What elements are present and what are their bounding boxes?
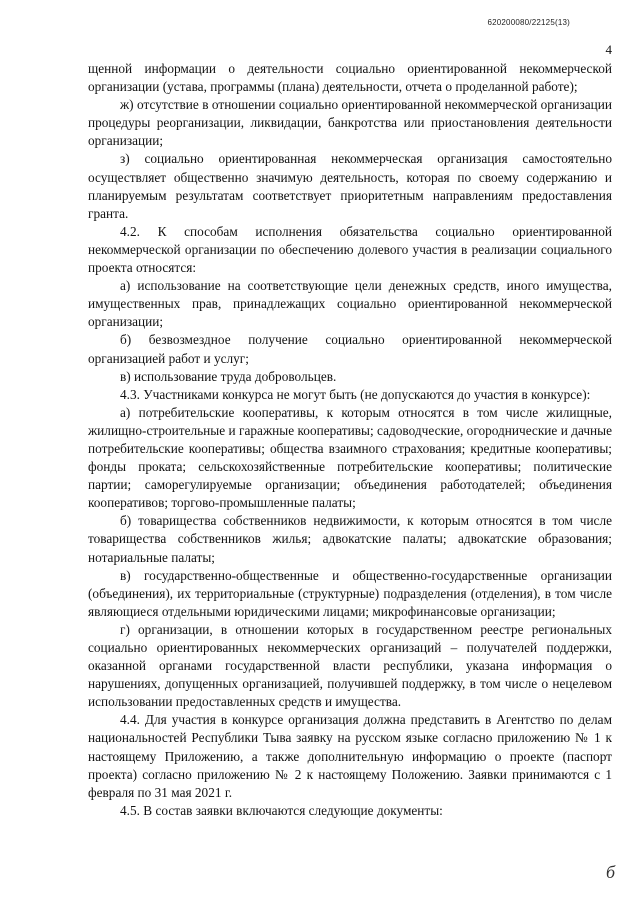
- paragraph-4-3-item-g: г) организации, в отношении которых в государственном реестре региональных социально ориентированных некоммерческих организаций – получателей поддержки, оказанной органами государственной власти республики, указана информация о нарушениях, допущенных организацией, получившей поддержку, в том числе о нецелевом использовании предоставленных средств и имущества.: [88, 621, 612, 710]
- paragraph-4-3-item-v: в) государственно-общественные и общественно-государственные организации (объединения), их территориальные (структурные) подразделения (отделения), в том числе являющиеся отдельными юридическими лицами; микрофинансовые организации;: [88, 567, 612, 619]
- paragraph-4-3-item-a: а) потребительские кооперативы, к которым относятся в том числе жилищные, жилищно-строительные и гаражные кооперативы; садоводческие, огороднические и дачные потребительские кооперативы; общества взаимного страхования; кредитные кооперативы; фонды проката; сельскохозяйственные потребительские кооперативы; политические партии; саморегулируемые организации; объединения работодателей; объединения кооперативов; торгово-промышленные палаты;: [88, 404, 612, 511]
- page-number: 4: [605, 42, 612, 57]
- paragraph-4-2-item-b: б) безвозмездное получение социально ориентированной некоммерческой организацией работ и услуг;: [88, 332, 612, 366]
- paragraph-4-3-item-b: б) товарищества собственников недвижимости, к которым относятся в том числе товарищества собственников жилья; адвокатские палаты; адвокатские образования; нотариальные палаты;: [88, 513, 612, 565]
- paragraph-section-4-3: 4.3. Участниками конкурса не могут быть (не допускаются до участия в конкурсе):: [120, 386, 591, 402]
- paragraph-4-2-item-v: в) использование труда добровольцев.: [120, 368, 337, 384]
- paragraph-continuation: щенной информации о деятельности социально ориентированной некоммерческой организации (устава, программы (плана) деятельности, отчета о проделанной работе);: [88, 61, 612, 95]
- document-body: [88, 60, 612, 820]
- paragraph-item-z: з) социально ориентированная некоммерческая организация самостоятельно осуществляет общественно значимую деятельность, которая по своему содержанию и планируемым результатам соответствует приоритетным направлениям предоставления гранта.: [88, 151, 612, 221]
- handwritten-page-mark: б: [606, 862, 616, 882]
- paragraph-item-zh: ж) отсутствие в отношении социально ориентированной некоммерческой организации процедуры реорганизации, ликвидации, банкротства или приостановления деятельности организации;: [88, 97, 612, 149]
- paragraph-section-4-5: 4.5. В состав заявки включаются следующие документы:: [120, 802, 443, 818]
- document-registration-number: 620200080/22125(13): [487, 18, 570, 27]
- paragraph-section-4-4: 4.4. Для участия в конкурсе организация должна представить в Агентство по делам национальностей Республики Тыва заявку на русском языке согласно приложению № 1 к настоящему Приложению, а также дополнительную информацию о проекте (паспорт проекта) согласно приложению № 2 к настоящему Положению. Заявки принимаются с 1 февраля по 31 мая 2021 г.: [88, 712, 612, 800]
- paragraph-section-4-2: 4.2. К способам исполнения обязательства социально ориентированной некоммерческой организации по обеспечению долевого участия в реализации социального проекта относятся:: [88, 223, 612, 276]
- paragraph-4-2-item-a: а) использование на соответствующие цели денежных средств, иного имущества, имущественных прав, принадлежащих социально ориентированной некоммерческой организации;: [88, 278, 612, 330]
